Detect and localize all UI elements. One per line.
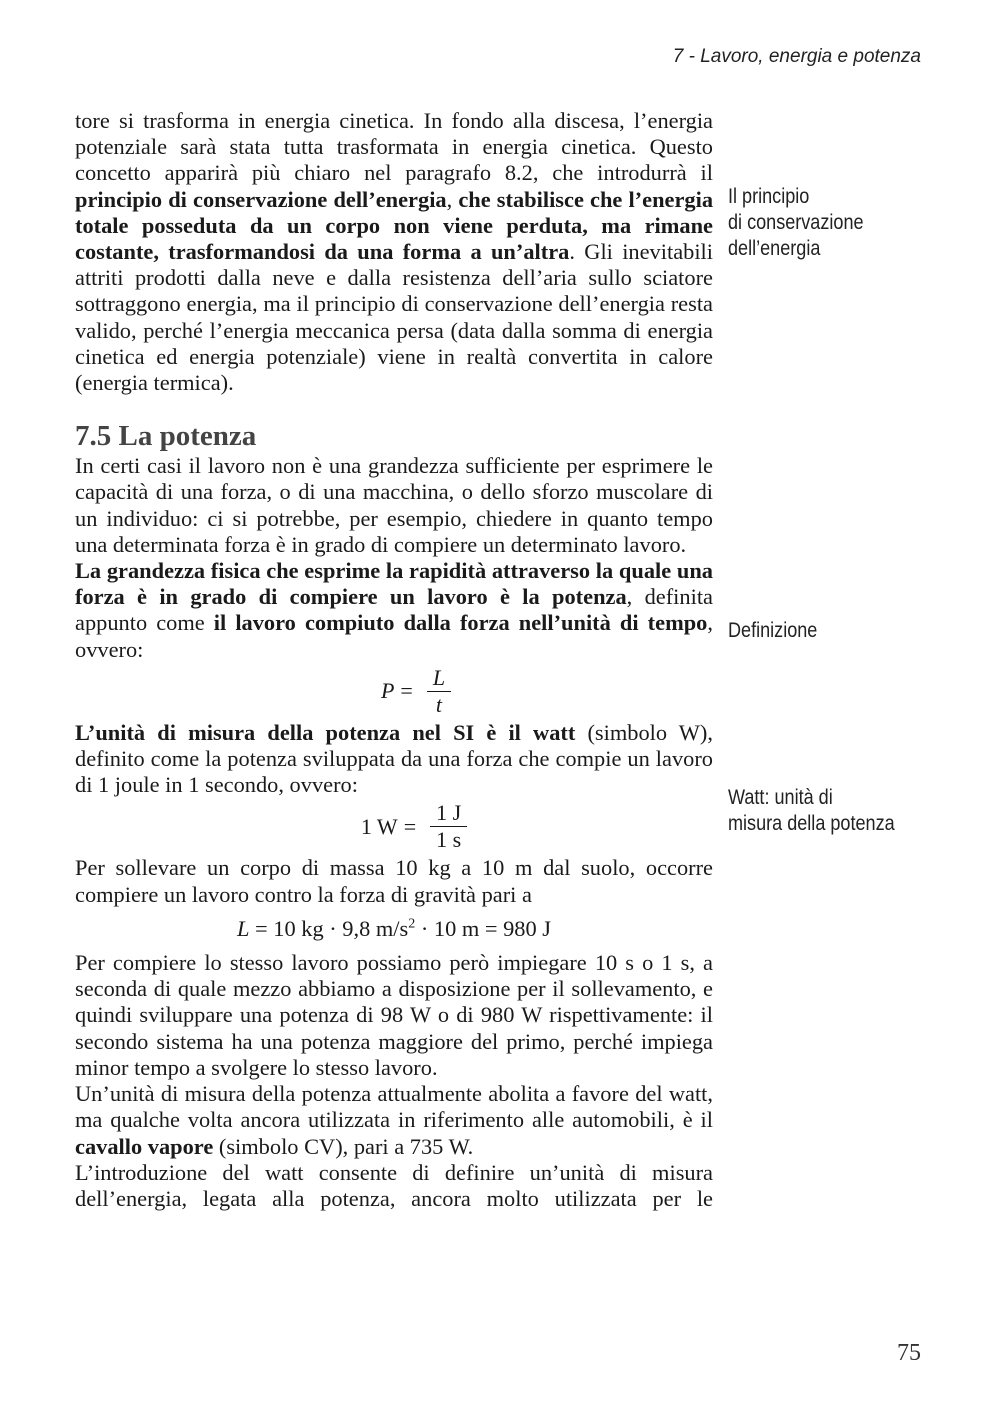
intro-power-paragraph: In certi casi il lavoro non è una grandezza sufficiente per esprimere le capacità di una forza, o di una macchina, o dello sforzo muscolare di un individuo: ci si potrebbe, per esempio, chiedere in quanto tempo una determinata forza è in grado di compiere un determinato lavoro. [75,453,713,557]
watt-formula: 1 W = $\frac{1 J}{1 s}$ [115,800,713,853]
power-formula: P = $\frac{L}{t}$ [119,665,713,718]
margin-note-conservation: Il principio di conservazione dell’energia [728,185,864,260]
work-formula: L = 10 kg · 9,8 $m/s^2 \cdot 10$ m = 980 J [236,915,552,941]
margin-note-watt: Watt: unità di misura della potenza [728,786,895,835]
last-paragraph: L’introduzione del watt consente di definire un’unità di misura dell’energia, legata alla potenza, ancora molto utilizzata per le [75,1159,713,1211]
lift-paragraph: Per sollevare un corpo di massa 10 kg a 10 m dal suolo, occorre compiere un lavoro contro la forza di gravità pari a [75,855,713,907]
compare-paragraph: Per compiere lo stesso lavoro possiamo però impiegare 10 s o 1 s, a seconda di quale mezzo abbiamo a disposizione per il sollevamento, e quindi sviluppare una potenza di 98 W o di 980 W rispettivamente: il secondo sistema ha una potenza maggiore del primo, perché impiega minor tempo a svolgere lo stesso lavoro. [75,950,713,1080]
margin-note-definition: Definizione [728,619,818,642]
watt-paragraph: L’unità di misura della potenza nel SI è il watt (simbolo W), definito come la potenza sviluppata da una forza che compie un lavoro di 1 joule in 1 secondo, ovvero: [75,719,713,798]
page-number: 75 [897,1340,921,1366]
definition-paragraph: La grandezza fisica che esprime la rapidità attraverso la quale una forza è in grado di compiere un lavoro è la potenza, definita appunto come il lavoro compiuto dalla forza nell’unità di tempo, ovvero: [75,558,713,662]
body-text [75,108,713,1212]
intro-paragraph: tore si trasforma in energia cinetica. In fondo alla discesa, l’energia potenziale sarà stata tutta trasformata in energia cinetica. Questo concetto apparirà più chiaro nel paragrafo 8.2, che introdurrà il principio di conservazione dell’energia, che stabilisce che l’energia totale posseduta da un corpo non viene perduta, ma rimane costante, trasformandosi da una forma a un’altra. Gli inevitabili attriti prodotti dalla neve e dalla resistenza dell’aria sullo sciatore sottraggono energia, ma il principio di conservazione dell’energia resta valido, perché l’energia meccanica persa (data dalla somma di energia cinetica ed energia potenziale) viene in realtà convertita in calore (energia termica). [75,108,714,396]
section-title: 7.5 La potenza [75,420,257,453]
horsepower-paragraph: Un’unità di misura della potenza attualmente abolita a favore del watt, ma qualche volta ancora utilizzata in riferimento alle automobili, è il cavallo vapore (simbolo CV), pari a 735 W. [75,1081,713,1159]
running-header: 7 - Lavoro, energia e potenza [672,46,921,67]
